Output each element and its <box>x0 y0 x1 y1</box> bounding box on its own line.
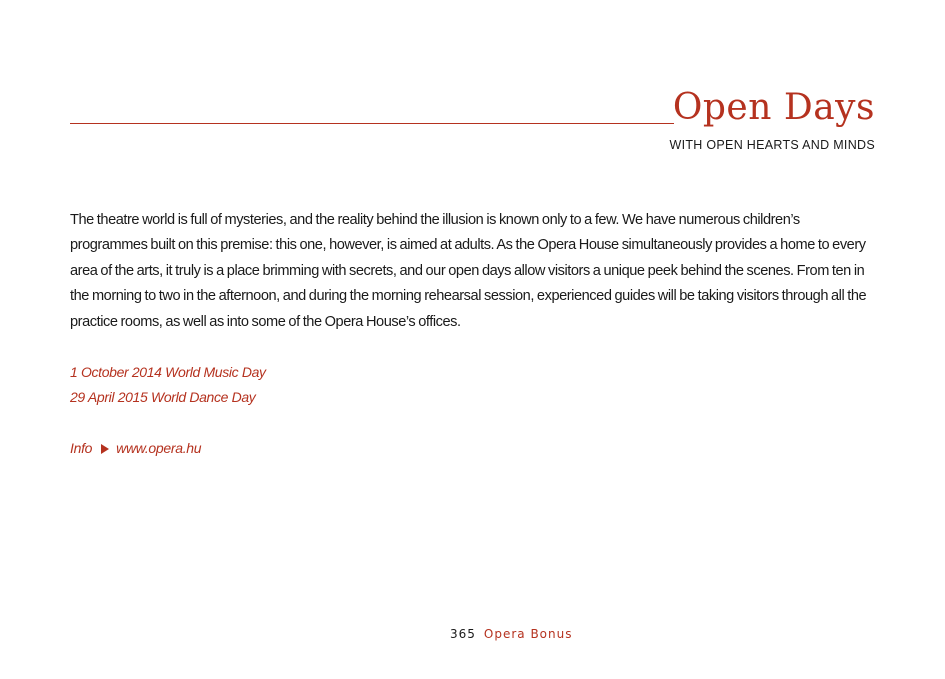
page-title: Open Days <box>672 87 875 128</box>
page-subtitle: WITH OPEN HEARTS AND MINDS <box>669 138 875 152</box>
play-triangle-icon <box>101 444 109 454</box>
info-line <box>70 436 201 461</box>
info-link[interactable]: www.opera.hu <box>116 440 202 456</box>
event-list <box>70 360 266 410</box>
header-rule <box>70 123 674 124</box>
page-footer <box>450 627 573 641</box>
event-item-world-dance-day: 29 April 2015 World Dance Day <box>70 389 256 405</box>
event-item-world-music-day: 1 October 2014 World Music Day <box>70 364 266 380</box>
page-number: 365 <box>450 627 476 641</box>
section-name: Opera Bonus <box>483 627 573 641</box>
body-paragraph: The theatre world is full of mysteries, and the reality behind the illusion is known only to a few. We have numerous children’s programmes built on this premise: this one, however, is aimed at adults. As the Opera House simultaneously provides a home to every area of the arts, it truly is a place brimming with secrets, and our open days allow visitors a unique peek behind the scenes. From ten in the morning to two in the afternoon, and during the morning rehearsal session, experienced guides will be taking visitors through all the practice rooms, as well as into some of the Opera House’s offices. <box>70 212 867 330</box>
info-label: Info <box>70 440 93 456</box>
